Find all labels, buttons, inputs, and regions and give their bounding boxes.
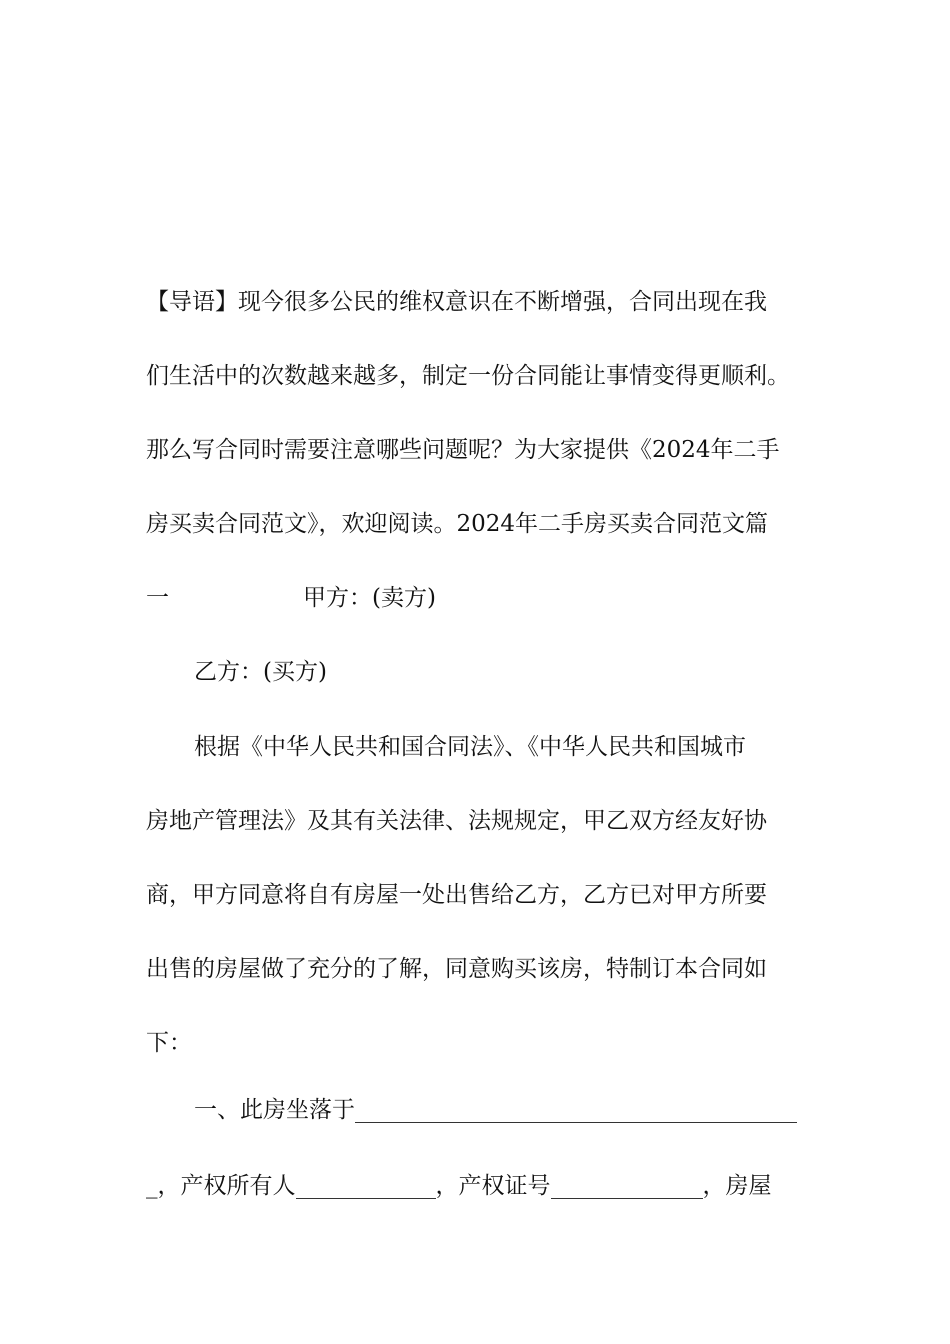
party-a-line — [146, 578, 808, 618]
body-line-4: 出售的房屋做了充分的了解，同意购买该房，特制订本合同如 — [146, 956, 767, 982]
intro-line-2: 们生活中的次数越来越多，制定一份合同能让事情变得更顺利。 — [146, 363, 790, 389]
location-blank — [355, 1096, 797, 1123]
party-b-label: 乙方：(买方) — [194, 659, 327, 685]
cert-number-blank — [551, 1172, 703, 1199]
body-line-1: 根据《中华人民共和国合同法》、《中华人民共和国城市 — [194, 734, 746, 760]
clause-1-prefix: 一、此房坐落于 — [194, 1097, 355, 1123]
body-line-3: 商，甲方同意将自有房屋一处出售给乙方，乙方已对甲方所要 — [146, 882, 767, 908]
intro-line-3: 那么写合同时需要注意哪些问题呢？为大家提供《2024年二手 — [146, 437, 780, 463]
clause-1-line-2-start: _，产权所有人 — [146, 1173, 296, 1199]
house-label: ，房屋 — [702, 1173, 772, 1199]
intro-line-4: 房买卖合同范文》，欢迎阅读。2024年二手房买卖合同范文篇 — [146, 511, 769, 537]
cert-label: ，产权证号 — [435, 1173, 551, 1199]
body-line-5: 下： — [146, 1030, 192, 1056]
party-a-label: 甲方：(卖方) — [303, 585, 436, 611]
body-line-2: 房地产管理法》及其有关法律、法规规定，甲乙双方经友好协 — [146, 808, 767, 834]
intro-line-1: 【导语】现今很多公民的维权意识在不断增强，合同出现在我 — [146, 289, 767, 315]
clause-1-line-1 — [194, 1090, 808, 1130]
owner-blank — [296, 1172, 436, 1199]
clause-1-line-2 — [146, 1166, 808, 1206]
section-number: 一 — [146, 585, 169, 611]
